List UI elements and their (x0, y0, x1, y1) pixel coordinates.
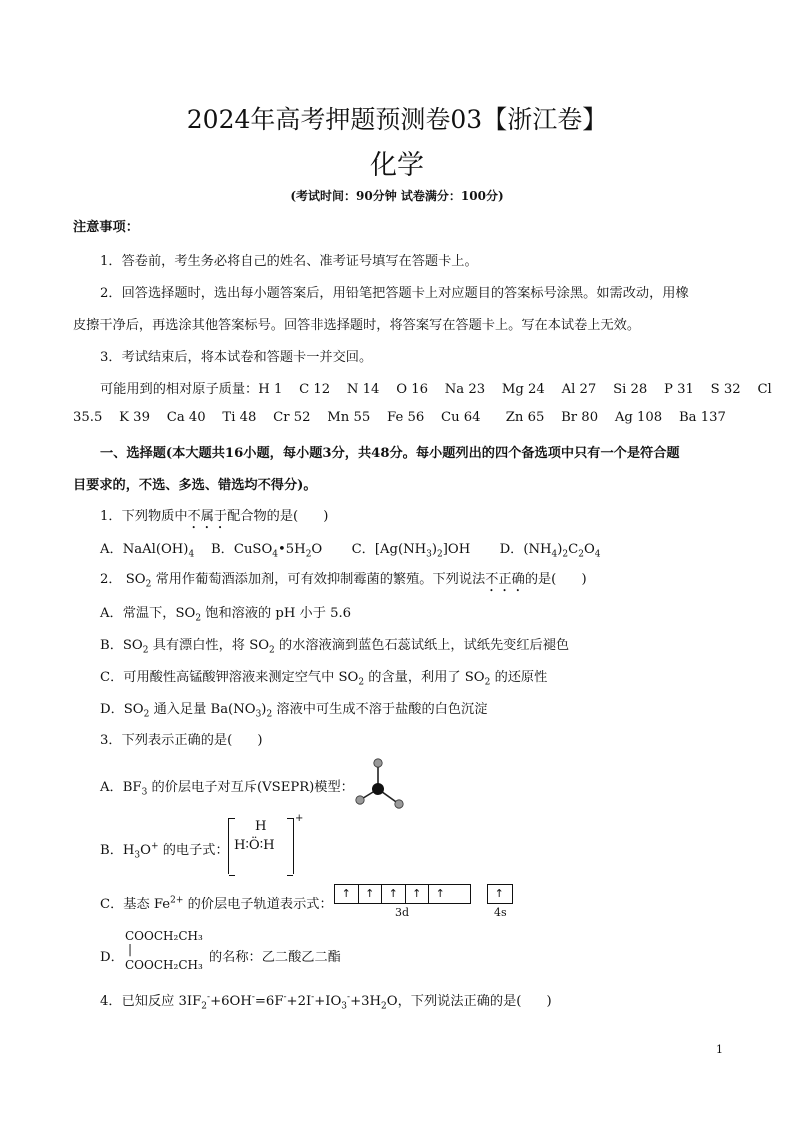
orbital-4s-box: ↑ (494, 887, 504, 900)
exam-title: 2024年高考押题预测卷03【浙江卷】 (186, 105, 608, 134)
question-1-stem: 1．下列物质中不属于配合物的是( ) (100, 509, 329, 524)
ester-bond: | (128, 942, 133, 956)
question-2-option-b: B．$SO_2$ 具有漂白性，将 $SO_2$ 的水溶液滴到蓝色石蕊试纸上，试纸先变红后褪色 (100, 638, 570, 656)
orbital-3d-box-2: ↑ (359, 885, 383, 903)
section-heading-line-1: 一、选择题(本大题共16小题，每小题3分，共48分。每小题列出的四个备选项中只有一个是符合题 (100, 446, 680, 461)
question-3-option-c: C．基态 $Fe^{2+}$ 的价层电子轨道表示式： (100, 895, 333, 912)
orbital-3d-box-4: ↑ (406, 885, 430, 903)
notice-item-3: 3．考试结束后，将本试卷和答题卡一并交回。 (100, 350, 373, 365)
question-2-stem: 2． $SO_2$ 常用作葡萄酒添加剂，可有效抑制霉菌的繁殖。下列说法不正确的是( ) (100, 572, 587, 590)
ester-top-group: COOCH₂CH₃ (125, 929, 203, 943)
orbital-label-4s: 4s (494, 906, 507, 919)
question-2-option-d: D．$SO_2$ 通入足量 $Ba(NO_3)_2$ 溶液中可生成不溶于盐酸的白色沉淀 (100, 702, 488, 720)
question-2-option-c: C．可用酸性高锰酸钾溶液来测定空气中 $SO_2$ 的含量，利用了 $SO_2$ 的还原性 (100, 670, 548, 688)
question-3-option-d-text: 的名称：乙二酸乙二酯 (209, 950, 341, 965)
question-3-option-d-label: D． (100, 950, 124, 965)
electron-formula-middle: H∶Ö∶H (234, 838, 275, 853)
orbital-3d-box-3: ↑ (382, 885, 406, 903)
notice-heading: 注意事项： (73, 220, 139, 235)
electron-formula-top-h: H (255, 819, 267, 834)
question-1-options: A．$NaAl(OH)_4$ B．$CuSO_4•5H_2O$ C．$[Ag(NH_3)_2]OH$ D．$(NH_4)_2C_2O_4$ (100, 542, 601, 560)
question-3-stem: 3．下列表示正确的是( ) (100, 733, 263, 748)
ester-bottom-group: COOCH₂CH₃ (125, 958, 203, 972)
question-3-option-a: A．$BF_3$ 的价层电子对互斥(VSEPR)模型： (100, 780, 354, 798)
atomic-masses-line-1: 可能用到的相对原子质量：H 1 C 12 N 14 O 16 Na 23 Mg 24 Al 27 Si 28 P 31 S 32 Cl (100, 382, 772, 397)
atomic-masses-line-2: 35.5 K 39 Ca 40 Ti 48 Cr 52 Mn 55 Fe 56 Cu 64 Zn 65 Br 80 Ag 108 Ba 137 (73, 410, 726, 425)
section-heading-line-2: 目要求的，不选、多选、错选均不得分)。 (73, 478, 317, 493)
question-4-stem: 4．已知反应 $3IF_2^-+6OH^-=6F^-+2I^-+IO_3^-+3H_2O$，下列说法正确的是( ) (100, 992, 552, 1012)
subject-title: 化学 (370, 150, 424, 181)
question-3-option-b: B．$H_3O^+$ 的电子式： (100, 841, 229, 861)
question-1-emphasis: 不属于 (187, 509, 228, 524)
electron-formula-charge: + (295, 813, 304, 824)
question-2-emphasis: 不正确 (485, 572, 525, 587)
orbital-diagram-3d (334, 884, 471, 904)
notice-item-2-line-1: 2．回答选择题时，选出每小题答案后，用铅笔把答题卡上对应题目的答案标号涂黑。如需改动，用橡 (100, 286, 689, 301)
vsepr-model-diagram (352, 755, 408, 811)
exam-info: (考试时间：90分钟 试卷满分：100分) (290, 189, 504, 203)
page-number: 1 (716, 1043, 723, 1056)
orbital-3d-box-5: ↑ (435, 887, 445, 900)
orbital-3d-box-1: ↑ (335, 885, 359, 903)
notice-item-1: 1．答卷前，考生务必将自己的姓名、准考证号填写在答题卡上。 (100, 254, 478, 269)
question-2-option-a: A．常温下，$SO_2$ 饱和溶液的 pH 小于 5.6 (100, 606, 352, 624)
orbital-label-3d: 3d (395, 906, 410, 919)
notice-item-2-line-2: 皮擦干净后，再选涂其他答案标号。回答非选择题时，将答案写在答题卡上。写在本试卷上无效。 (73, 318, 641, 333)
orbital-diagram-4s (487, 884, 513, 904)
